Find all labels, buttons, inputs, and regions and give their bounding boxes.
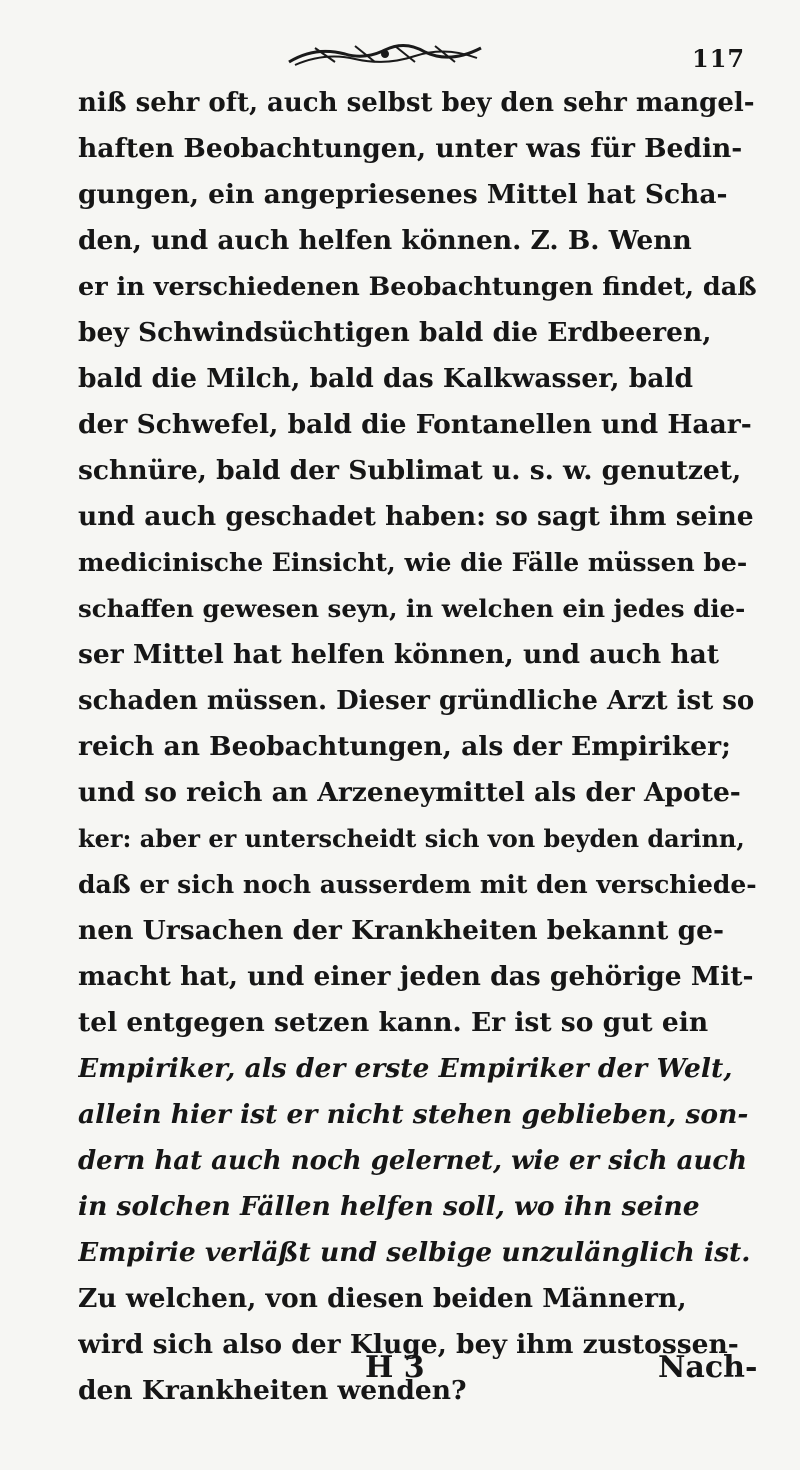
text-line: und so reich an Arzeneymittel als der Apote- (78, 777, 741, 808)
text-line: schaffen gewesen seyn, in welchen ein jedes die- (78, 594, 746, 623)
text-line: er in verschiedenen Beobachtungen findet, daß (78, 272, 757, 302)
text-line: Empirie verläßt und selbige unzulänglich ist. (78, 1237, 751, 1268)
text-line: macht hat, und einer jeden das gehörige Mit- (78, 961, 754, 992)
body-text (78, 80, 758, 1414)
text-line: ker: aber er unterscheidt sich von beyden darinn, (78, 824, 745, 853)
text-line: in solchen Fällen helfen soll, wo ihn seine (78, 1191, 700, 1222)
text-line: und auch geschadet haben: so sagt ihm seine (78, 501, 754, 532)
text-line: schnüre, bald der Sublimat u. s. w. genutzet, (78, 455, 742, 486)
text-line: medicinische Einsicht, wie die Fälle müssen be- (78, 548, 748, 577)
text-line: den, und auch helfen können. Z. B. Wenn (78, 225, 692, 256)
text-line: tel entgegen setzen kann. Er ist so gut ein (78, 1007, 709, 1038)
text-line: dern hat auch noch gelernet, wie er sich auch (78, 1146, 748, 1176)
page-footer (0, 1350, 800, 1400)
text-line: daß er sich noch ausserdem mit den verschiede- (78, 870, 757, 899)
text-line: reich an Beobachtungen, als der Empiriker; (78, 731, 731, 762)
text-line: den Krankheiten wenden? (78, 1375, 467, 1406)
text-line: niß sehr oft, auch selbst bey den sehr mangel- (78, 88, 755, 118)
text-line: bey Schwindsüchtigen bald die Erdbeeren, (78, 317, 712, 348)
text-line: der Schwefel, bald die Fontanellen und Haar- (78, 409, 752, 440)
text-line: Zu welchen, von diesen beiden Männern, (78, 1283, 687, 1314)
text-line: allein hier ist er nicht stehen geblieben, son- (78, 1099, 749, 1130)
signature-mark: H 3 (365, 1350, 425, 1385)
text-line: ser Mittel hat helfen können, und auch hat (78, 639, 720, 670)
page-number: 117 (692, 44, 746, 73)
text-line: haften Beobachtungen, unter was für Bedin- (78, 133, 743, 164)
header-ornament (285, 40, 485, 68)
text-line: gungen, ein angepriesenes Mittel hat Scha- (78, 179, 728, 210)
catchword: Nach- (658, 1350, 758, 1385)
text-line: schaden müssen. Dieser gründliche Arzt ist so (78, 686, 755, 716)
text-line: Empiriker, als der erste Empiriker der Welt, (78, 1053, 733, 1084)
text-line: nen Ursachen der Krankheiten bekannt ge- (78, 915, 725, 946)
text-line: wird sich also der Kluge, bey ihm zustossen- (78, 1329, 739, 1360)
text-line: bald die Milch, bald das Kalkwasser, bald (78, 363, 693, 394)
